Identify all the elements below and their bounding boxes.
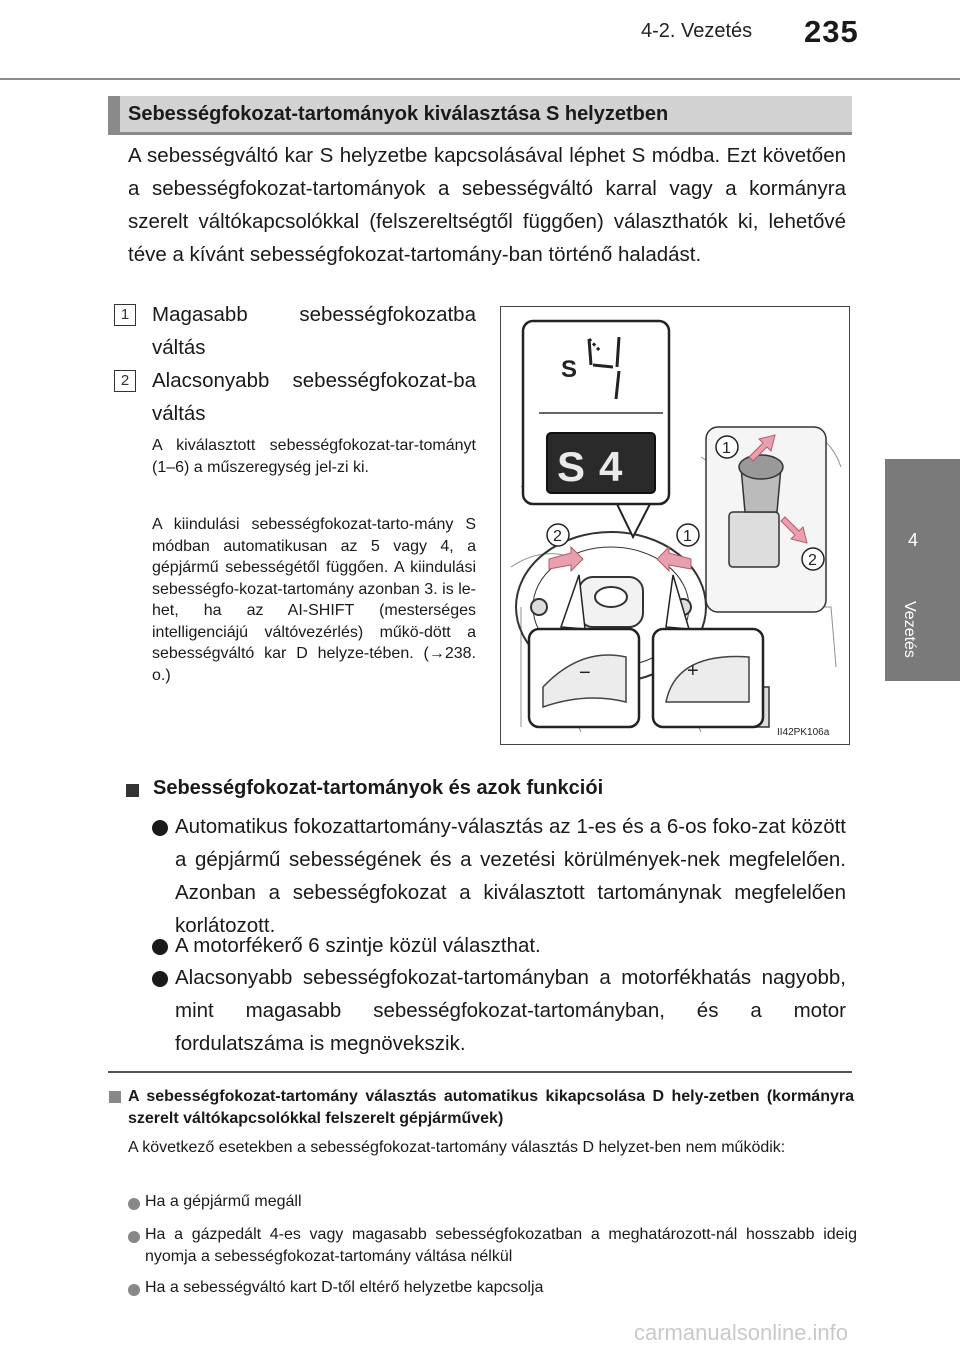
subsection-heading: Sebességfokozat-tartományok és azok funkciói — [153, 777, 604, 799]
note-bullet-2: Ha a gázpedált 4-es vagy magasabb sebességfokozatban a meghatározott-nál hosszabb ideig nyomja a sebességfokozat-tartomány váltása nélkül — [145, 1226, 857, 1265]
note-bullet-dot — [128, 1284, 140, 1296]
header-divider — [0, 78, 960, 80]
display-gear: 4 — [599, 443, 623, 490]
chapter-tab-label: Vezetés — [901, 601, 918, 658]
figure-id: II42PK106a — [777, 727, 830, 738]
section-title: 4-2. Vezetés — [641, 20, 753, 42]
chapter-tab-number: 4 — [907, 530, 918, 550]
watermark: carmanualsonline.info — [634, 1320, 849, 1345]
gear-display-callout — [523, 321, 669, 537]
bullet-3: Alacsonyabb sebességfokozat-tartományban a motorfékhatás nagyobb, mint magasabb sebességfokozat-tartományban, és a motor fordulatszáma is megnövekszik. — [175, 966, 846, 1055]
display-mode-outline: S — [561, 356, 578, 383]
page-number: 235 — [804, 14, 859, 49]
section-heading-bar — [108, 96, 852, 132]
note-2: A kiindulási sebességfokozat-tarto-mány S módban automatikusan az 5 vagy 4, a gépjármű sebességétől függően. A kiindulási sebességfo-kozat-tartomány azonban 3. is le-het, ha az AI-SHIFT (mesterséges intelligenciájú váltóvezérlés) műkö-dött a sebességváltó kar D helyze-tében. (→238. o.) — [152, 516, 476, 684]
chapter-tab-label-wrap — [898, 601, 928, 681]
item-text-1: Magasabb sebességfokozatba váltás — [152, 303, 476, 359]
shift-illustration — [501, 307, 849, 744]
bullet-1: Automatikus fokozattartomány-választás az 1-es és a 6-os foko-zat között a gépjármű sebességének és a vezetési körülmények-nek megfelelően. Azonban a sebességfokozat a kiválasztott tartománynak megfelelően korlátozott. — [175, 815, 846, 937]
note-bullet-1: Ha a gépjármű megáll — [145, 1193, 302, 1210]
callout-1-paddle: 1 — [683, 528, 692, 545]
item-text-2: Alacsonyabb sebességfokozat-ba váltás — [152, 369, 476, 425]
display-mode: S — [557, 443, 586, 490]
item-number-1: 1 — [114, 304, 136, 326]
note-1: A kiválasztott sebességfokozat-tar-tományt (1–6) a műszeregység jel-zi ki. — [152, 437, 476, 476]
note-body: A következő esetekben a sebességfokozat-tartomány választás D helyzet-ben nem működik: — [128, 1139, 786, 1156]
paddle-minus-label: − — [579, 662, 591, 684]
callout-2-lever: 2 — [808, 552, 817, 569]
note-heading: A sebességfokozat-tartomány választás automatikus kikapcsolása D hely-zetben (kormányra szerelt váltókapcsolókkal felszerelt gépjárművek) — [128, 1088, 854, 1127]
note-divider — [108, 1071, 852, 1073]
square-bullet — [126, 784, 139, 797]
bullet-2: A motorfékerő 6 szintje közül választhat. — [175, 934, 541, 957]
section-heading: Sebességfokozat-tartományok kiválasztása S helyzetben — [128, 103, 669, 125]
bullet-dot — [152, 971, 168, 987]
intro-paragraph: A sebességváltó kar S helyzetbe kapcsolásával léphet S módba. Ezt követően a sebességfokozat-tartományok a sebességváltó karral vagy a kormányra szerelt váltókapcsolókkal (felszereltségtől függően) választhatók ki, lehetővé téve a kívánt sebességfokozat-tartomány-ban történő haladást. — [128, 144, 846, 266]
callout-1-lever: 1 — [722, 440, 731, 457]
note-square-bullet — [109, 1091, 121, 1103]
bullet-dot — [152, 820, 168, 836]
shift-figure — [500, 306, 850, 745]
bullet-dot — [152, 939, 168, 955]
note-bullet-3: Ha a sebességváltó kart D-től eltérő helyzetbe kapcsolja — [145, 1279, 544, 1296]
paddle-plus-label: + — [687, 660, 699, 682]
item-number-2: 2 — [114, 370, 136, 392]
note-bullet-dot — [128, 1231, 140, 1243]
callout-2-paddle: 2 — [553, 528, 562, 545]
note-bullet-dot — [128, 1198, 140, 1210]
